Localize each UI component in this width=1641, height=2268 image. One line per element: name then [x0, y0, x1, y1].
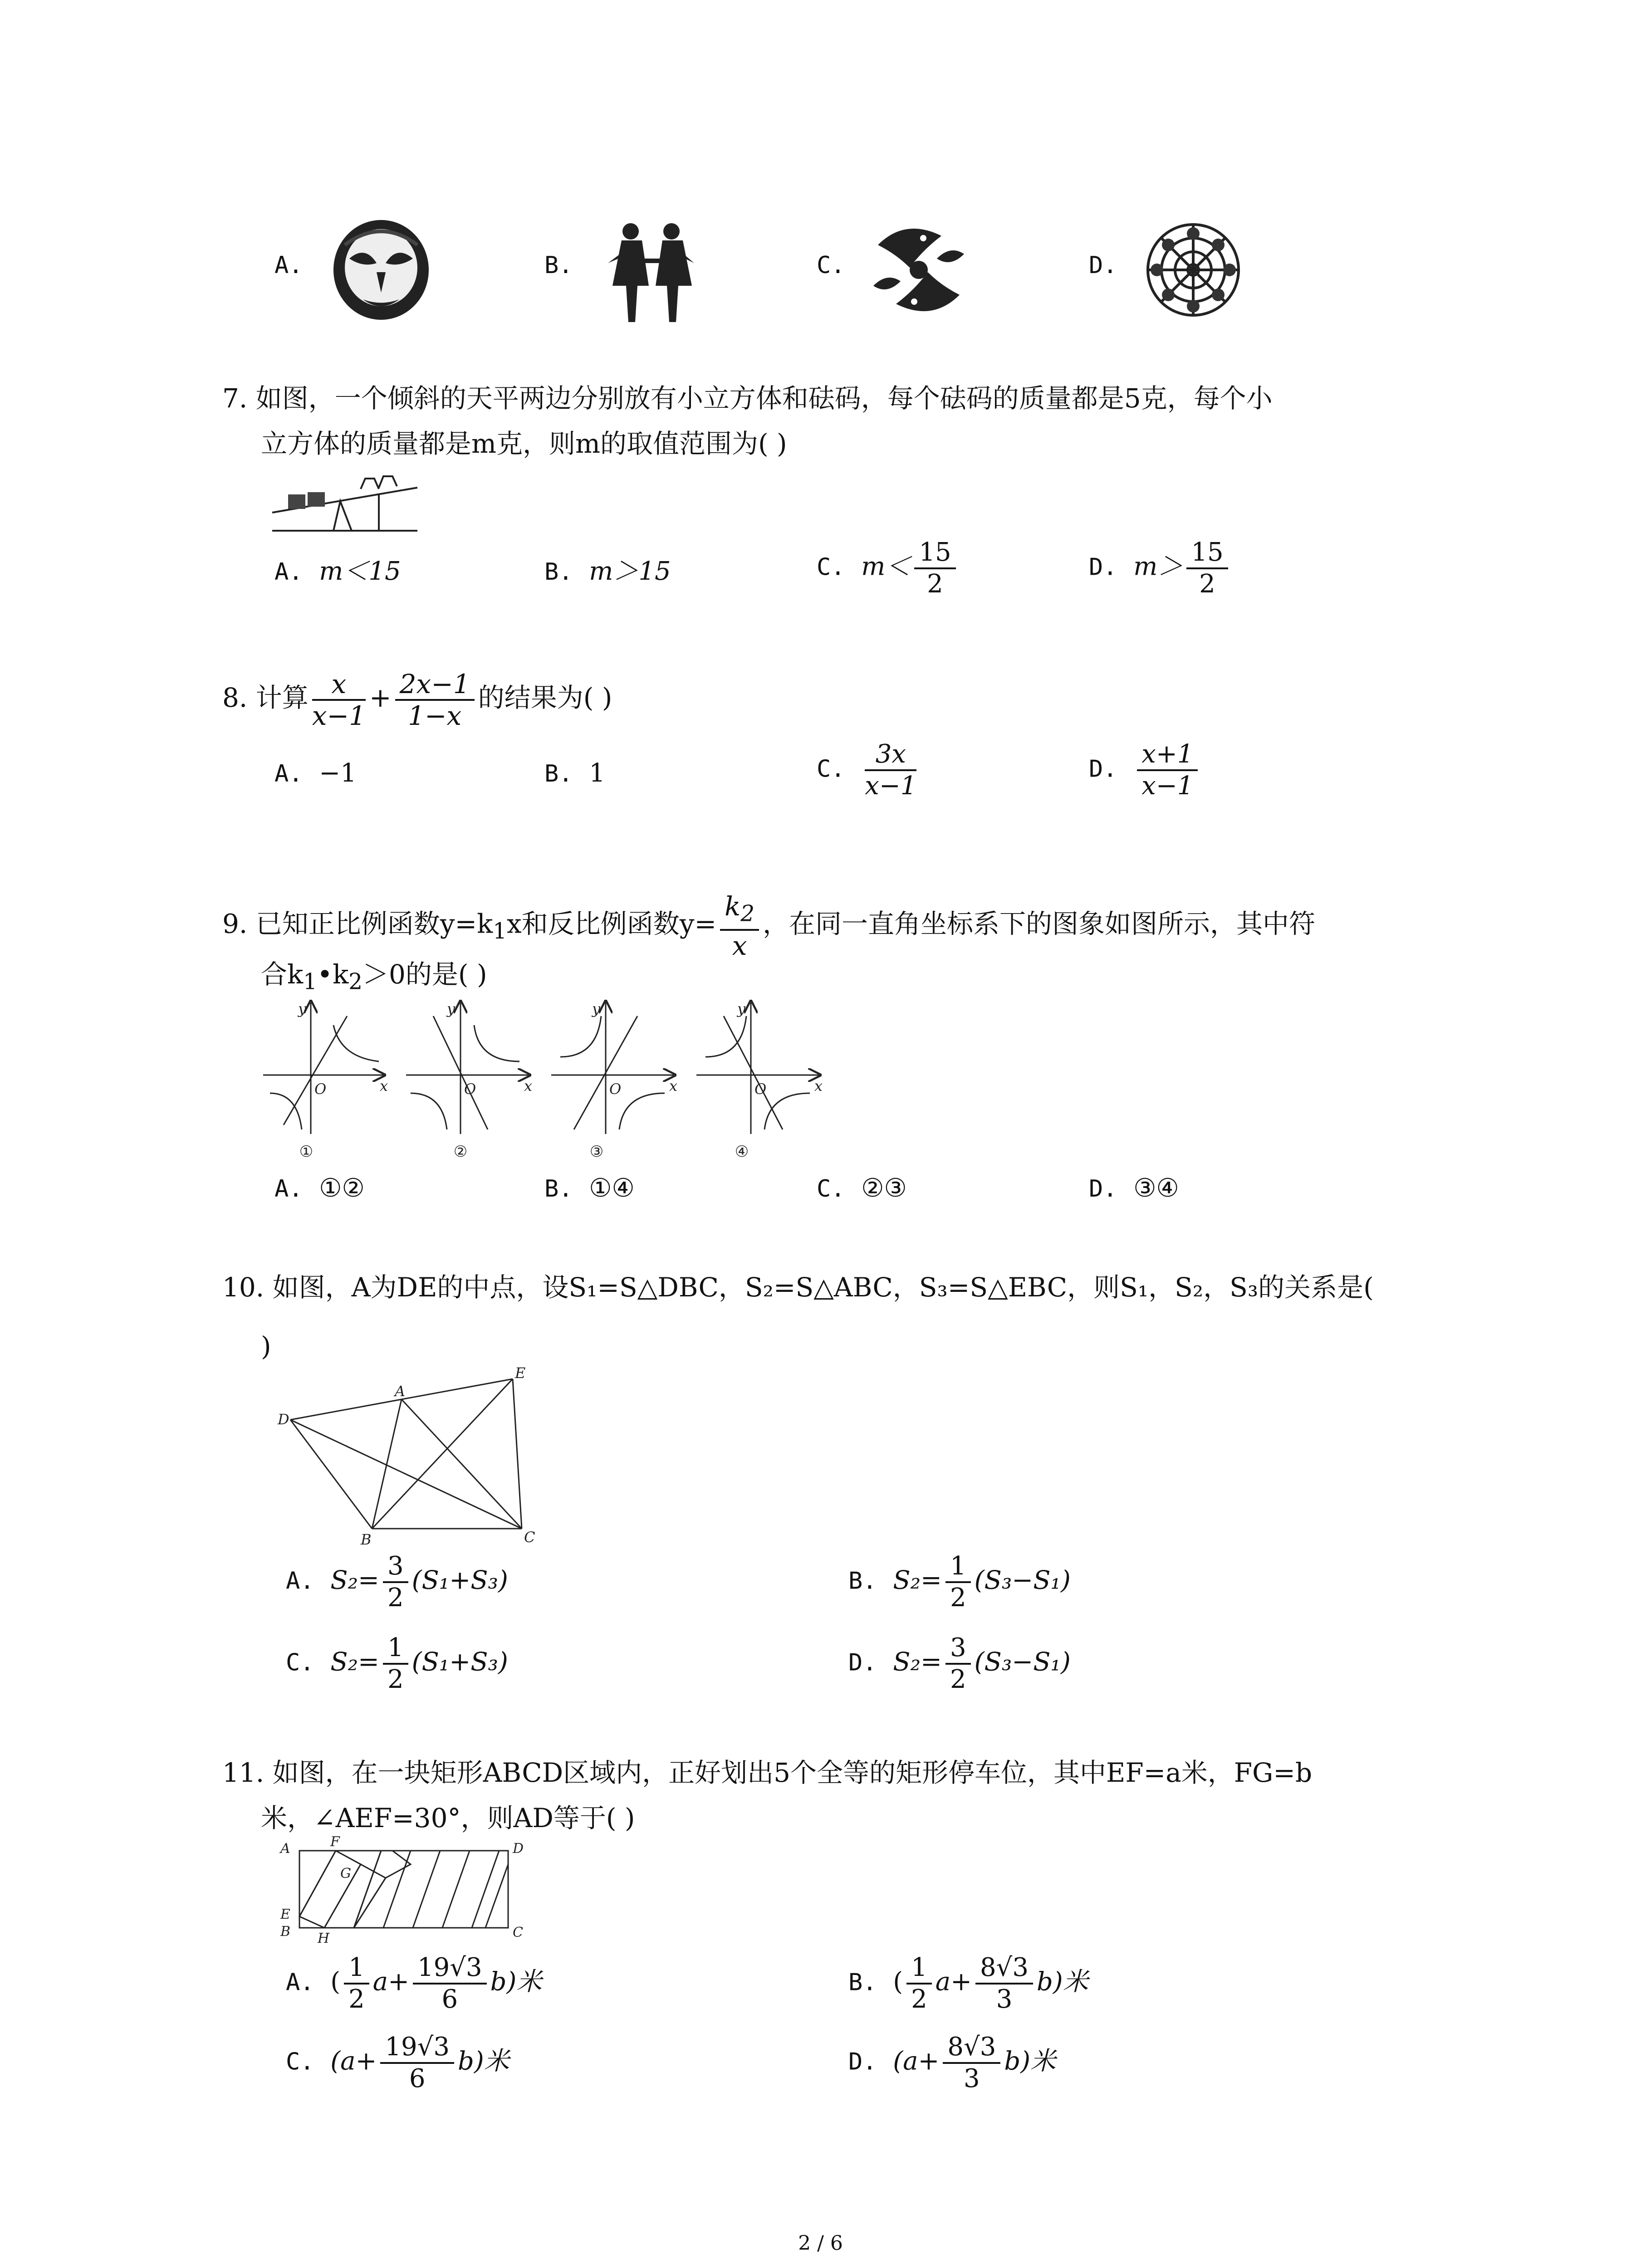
- q9-option-d: D. ③④: [1089, 1173, 1179, 1203]
- point-f-label: F: [330, 1834, 340, 1850]
- point-b-label: B: [361, 1531, 372, 1547]
- point-g-label: G: [340, 1866, 351, 1882]
- fraction: $\frac{8√3}{3}$: [975, 1953, 1033, 2014]
- axis-x-label: x: [524, 1077, 533, 1095]
- fraction: $\frac{x}{x-1}$: [312, 669, 366, 731]
- q9-graphs-figure: [261, 998, 828, 1166]
- balance-scale-figure: [268, 467, 422, 540]
- carp-papercut-image: [869, 218, 969, 322]
- fraction: $\frac{15}{2}$: [1186, 538, 1228, 599]
- point-c-label: C: [513, 1925, 523, 1941]
- fraction: $\frac{k_2}{x}$: [720, 891, 759, 961]
- q10-line1: 10. 如图，A为DE的中点，设S₁=S△DBC，S₂=S△ABC，S₃=S△EBC，则S₁，S₂，S₃的关系是(: [222, 1272, 1374, 1303]
- point-a-label: A: [395, 1383, 406, 1400]
- q8-option-b: B. 1: [544, 758, 605, 788]
- q8-option-a: A. −1: [274, 758, 357, 788]
- dancers-silhouette-image: [599, 213, 703, 327]
- q7-option-a: A. m＜15: [274, 557, 401, 586]
- axis-y-label: y: [447, 1000, 456, 1017]
- fraction: $\frac{8√3}{3}$: [943, 2032, 1000, 2094]
- opera-mask-image: [327, 218, 436, 322]
- fraction: $\frac{19√3}{6}$: [380, 2032, 454, 2094]
- q10-option-b: B. S₂= $\frac{1}{2}$ (S₃−S₁): [848, 1551, 1071, 1613]
- graph-label-3: ③: [589, 1143, 604, 1161]
- q11-option-a: A. ( $\frac{1}{2}$ a+ $\frac{19√3}{6}$ b)米: [286, 1953, 542, 2014]
- q10-option-a: A. S₂= $\frac{3}{2}$ (S₁+S₃): [286, 1551, 508, 1613]
- q7-option-c: C. m＜ $\frac{15}{2}$: [817, 538, 960, 599]
- axis-y-label: y: [737, 1000, 746, 1017]
- fraction: $\frac{3}{2}$: [383, 1551, 408, 1613]
- q10-line2: ): [261, 1331, 271, 1362]
- origin-label: O: [754, 1080, 767, 1098]
- point-e-label: E: [280, 1906, 290, 1922]
- q10-triangle-figure: [272, 1361, 535, 1547]
- origin-label: O: [314, 1080, 327, 1098]
- axis-y-label: y: [298, 1000, 307, 1017]
- q11-line1: 11. 如图，在一块矩形ABCD区域内，正好划出5个全等的矩形停车位，其中EF=a米，FG=b: [222, 1757, 1313, 1788]
- q10-option-d: D. S₂= $\frac{3}{2}$ (S₃−S₁): [848, 1633, 1071, 1694]
- q11-option-c: C. (a+ $\frac{19√3}{6}$ b)米: [286, 2032, 509, 2093]
- q11-parking-figure: [272, 1833, 526, 1946]
- fraction: $\frac{2x-1}{1-x}$: [395, 669, 475, 731]
- q6-option-d-label: D.: [1089, 252, 1117, 279]
- q9-line1: 9. 已知正比例函数$y=k_1x$和反比例函数y= $\frac{k_2}{x}$ ，在同一直角坐标系下的图象如图所示，其中符: [222, 891, 1316, 961]
- fraction: $\frac{19√3}{6}$: [413, 1953, 487, 2014]
- fraction: $\frac{1}{2}$: [945, 1551, 971, 1613]
- q8-option-c: C. $\frac{3x}{x-1}$: [817, 739, 917, 801]
- point-a-label: A: [280, 1841, 290, 1857]
- origin-label: O: [464, 1080, 476, 1098]
- fraction: $\frac{x+1}{x-1}$: [1137, 739, 1198, 801]
- q7-line1: 7. 如图，一个倾斜的天平两边分别放有小立方体和砝码，每个砝码的质量都是5克，每个小: [222, 383, 1273, 414]
- q9-option-b: B. ①④: [544, 1173, 635, 1203]
- graph-label-4: ④: [735, 1143, 749, 1161]
- q8-stem: 8. 计算 $\frac{x}{x-1}$ + $\frac{2x-1}{1-x}$ 的结果为( ): [222, 669, 612, 731]
- fraction: $\frac{3}{2}$: [945, 1633, 971, 1695]
- q7-option-d: D. m＞ $\frac{15}{2}$: [1089, 538, 1232, 599]
- point-h-label: H: [318, 1931, 330, 1946]
- fraction: $\frac{1}{2}$: [344, 1953, 369, 2014]
- axis-x-label: x: [380, 1077, 388, 1095]
- q11-option-d: D. (a+ $\frac{8√3}{3}$ b)米: [848, 2032, 1056, 2093]
- point-e-label: E: [515, 1364, 526, 1382]
- axis-x-label: x: [814, 1077, 823, 1095]
- axis-x-label: x: [669, 1077, 678, 1095]
- graph-label-2: ②: [453, 1143, 468, 1161]
- point-d-label: D: [513, 1841, 524, 1857]
- q9-option-a: A. ①②: [274, 1173, 365, 1203]
- graph-label-1: ①: [299, 1143, 314, 1161]
- q7-line2: 立方体的质量都是m克，则m的取值范围为( ): [261, 428, 787, 459]
- q10-option-c: C. S₂= $\frac{1}{2}$ (S₁+S₃): [286, 1633, 508, 1694]
- q11-line2: 米，∠AEF=30°，则AD等于( ): [261, 1803, 635, 1833]
- fraction: $\frac{1}{2}$: [906, 1953, 932, 2014]
- q7-option-b: B. m＞15: [544, 557, 671, 586]
- fraction: $\frac{15}{2}$: [914, 538, 955, 599]
- q6-option-a-label: A.: [274, 252, 303, 279]
- q6-option-c-label: C.: [817, 252, 845, 279]
- point-c-label: C: [524, 1529, 535, 1546]
- point-b-label: B: [280, 1924, 291, 1940]
- origin-label: O: [609, 1080, 622, 1098]
- q6-option-b-label: B.: [544, 252, 573, 279]
- axis-y-label: y: [592, 1000, 601, 1017]
- q8-option-d: D. $\frac{x+1}{x-1}$: [1089, 739, 1201, 801]
- fraction: $\frac{3x}{x-1}$: [865, 739, 917, 801]
- q11-option-b: B. ( $\frac{1}{2}$ a+ $\frac{8√3}{3}$ b)米: [848, 1953, 1088, 2014]
- q9-option-c: C. ②③: [817, 1173, 907, 1203]
- point-d-label: D: [278, 1411, 289, 1428]
- q9-line2: 合$k_1•k_2>0$的是( ): [261, 959, 487, 995]
- page-number: 2 / 6: [798, 2232, 843, 2255]
- fraction: $\frac{1}{2}$: [383, 1633, 408, 1695]
- floral-papercut-image: [1143, 220, 1243, 320]
